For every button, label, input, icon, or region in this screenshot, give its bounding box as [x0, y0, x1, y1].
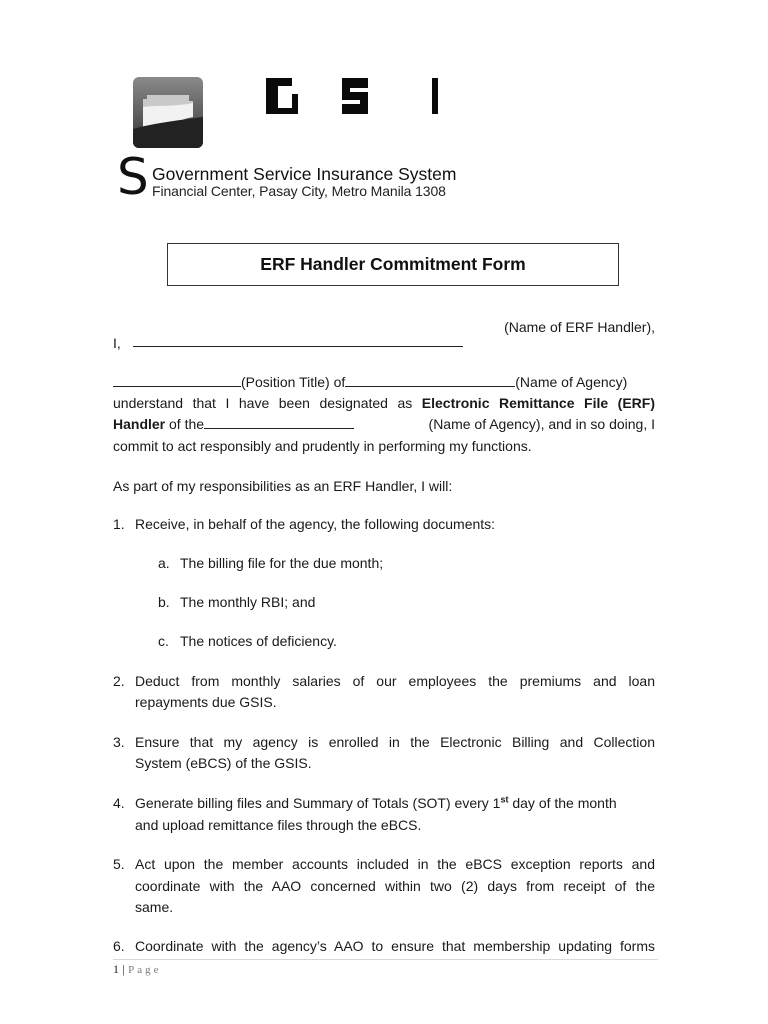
- page-footer: [113, 962, 161, 977]
- intro-line-4: [113, 414, 655, 436]
- subitem-letter: a.: [158, 555, 170, 571]
- ordinal-suffix: st: [500, 794, 509, 805]
- agency-name-blank-2[interactable]: [204, 414, 354, 429]
- subitem-letter: c.: [158, 633, 169, 649]
- intro-line-3-bold: Electronic Remittance File (ERF): [421, 395, 655, 411]
- intro-line-3-text: understand that I have been designated as: [113, 395, 413, 411]
- item-4-line-1: [135, 793, 655, 815]
- handler-name-label: (Name of ERF Handler),: [504, 319, 655, 335]
- org-address: Financial Center, Pasay City, Metro Manila 1308: [152, 183, 446, 199]
- footer-divider: [113, 959, 658, 960]
- item-number: 2.: [113, 673, 125, 689]
- handler-name-blank[interactable]: [133, 346, 463, 347]
- gsis-logo-icon: [133, 77, 203, 148]
- agency-name-blank[interactable]: [345, 372, 515, 387]
- page-label: Page: [128, 964, 162, 976]
- org-initial: S: [117, 148, 149, 206]
- item-3-line-2: System (eBCS) of the GSIS.: [135, 755, 312, 771]
- item-5-line-2: coordinate with the AAO concerned within two (2) days from receipt of the: [135, 878, 655, 894]
- footer-separator: |: [122, 962, 125, 976]
- intro-line-5: commit to act responsibly and prudently in performing my functions.: [113, 438, 532, 454]
- item-2-line-2: repayments due GSIS.: [135, 694, 277, 710]
- subitem-text: The billing file for the due month;: [180, 555, 384, 571]
- subitem-letter: b.: [158, 594, 170, 610]
- item-6-line-1: Coordinate with the agency’s AAO to ensure that membership updating forms: [135, 938, 655, 954]
- item-number: 3.: [113, 734, 125, 750]
- item-number: 6.: [113, 938, 125, 954]
- responsibilities-intro: As part of my responsibilities as an ERF Handler, I will:: [113, 478, 453, 494]
- intro-line-2: [113, 372, 655, 394]
- position-title-label: (Position Title) of: [241, 374, 346, 390]
- handler-bold: Handler: [113, 416, 166, 432]
- form-title-box: [167, 243, 619, 286]
- intro-line-3: [113, 393, 655, 415]
- item-number: 4.: [113, 795, 125, 811]
- intro-line-4-left: [113, 414, 354, 436]
- position-title-blank[interactable]: [113, 372, 241, 387]
- of-the-text: of the: [169, 416, 205, 432]
- agency-name-label: (Name of Agency): [515, 374, 628, 390]
- item-number: 5.: [113, 856, 125, 872]
- intro-line-4-rest: (Name of Agency), and in so doing, I: [428, 416, 655, 432]
- org-name: Government Service Insurance System: [152, 164, 457, 184]
- item-number: 1.: [113, 516, 125, 532]
- page-number: 1: [113, 962, 119, 976]
- item-5-line-3: same.: [135, 899, 174, 915]
- item-1-text: Receive, in behalf of the agency, the following documents:: [135, 516, 496, 532]
- subitem-text: The monthly RBI; and: [180, 594, 316, 610]
- gsis-wordmark-icon: [262, 72, 442, 118]
- form-title: ERF Handler Commitment Form: [260, 254, 526, 274]
- item-4-line-2: and upload remittance files through the eBCS.: [135, 817, 422, 833]
- item-3-line-1: Ensure that my agency is enrolled in the Electronic Billing and Collection: [135, 734, 655, 750]
- item-5-line-1: Act upon the member accounts included in the eBCS exception reports and: [135, 856, 655, 872]
- item-2-line-1: Deduct from monthly salaries of our employees the premiums and loan: [135, 673, 655, 689]
- gsis-logo: [133, 77, 203, 148]
- item-4-line-1-post: day of the month: [508, 795, 617, 811]
- subitem-text: The notices of deficiency.: [180, 633, 337, 649]
- intro-prefix: I,: [113, 335, 121, 351]
- item-4-line-1-pre: Generate billing files and Summary of Totals (SOT) every 1: [135, 795, 501, 811]
